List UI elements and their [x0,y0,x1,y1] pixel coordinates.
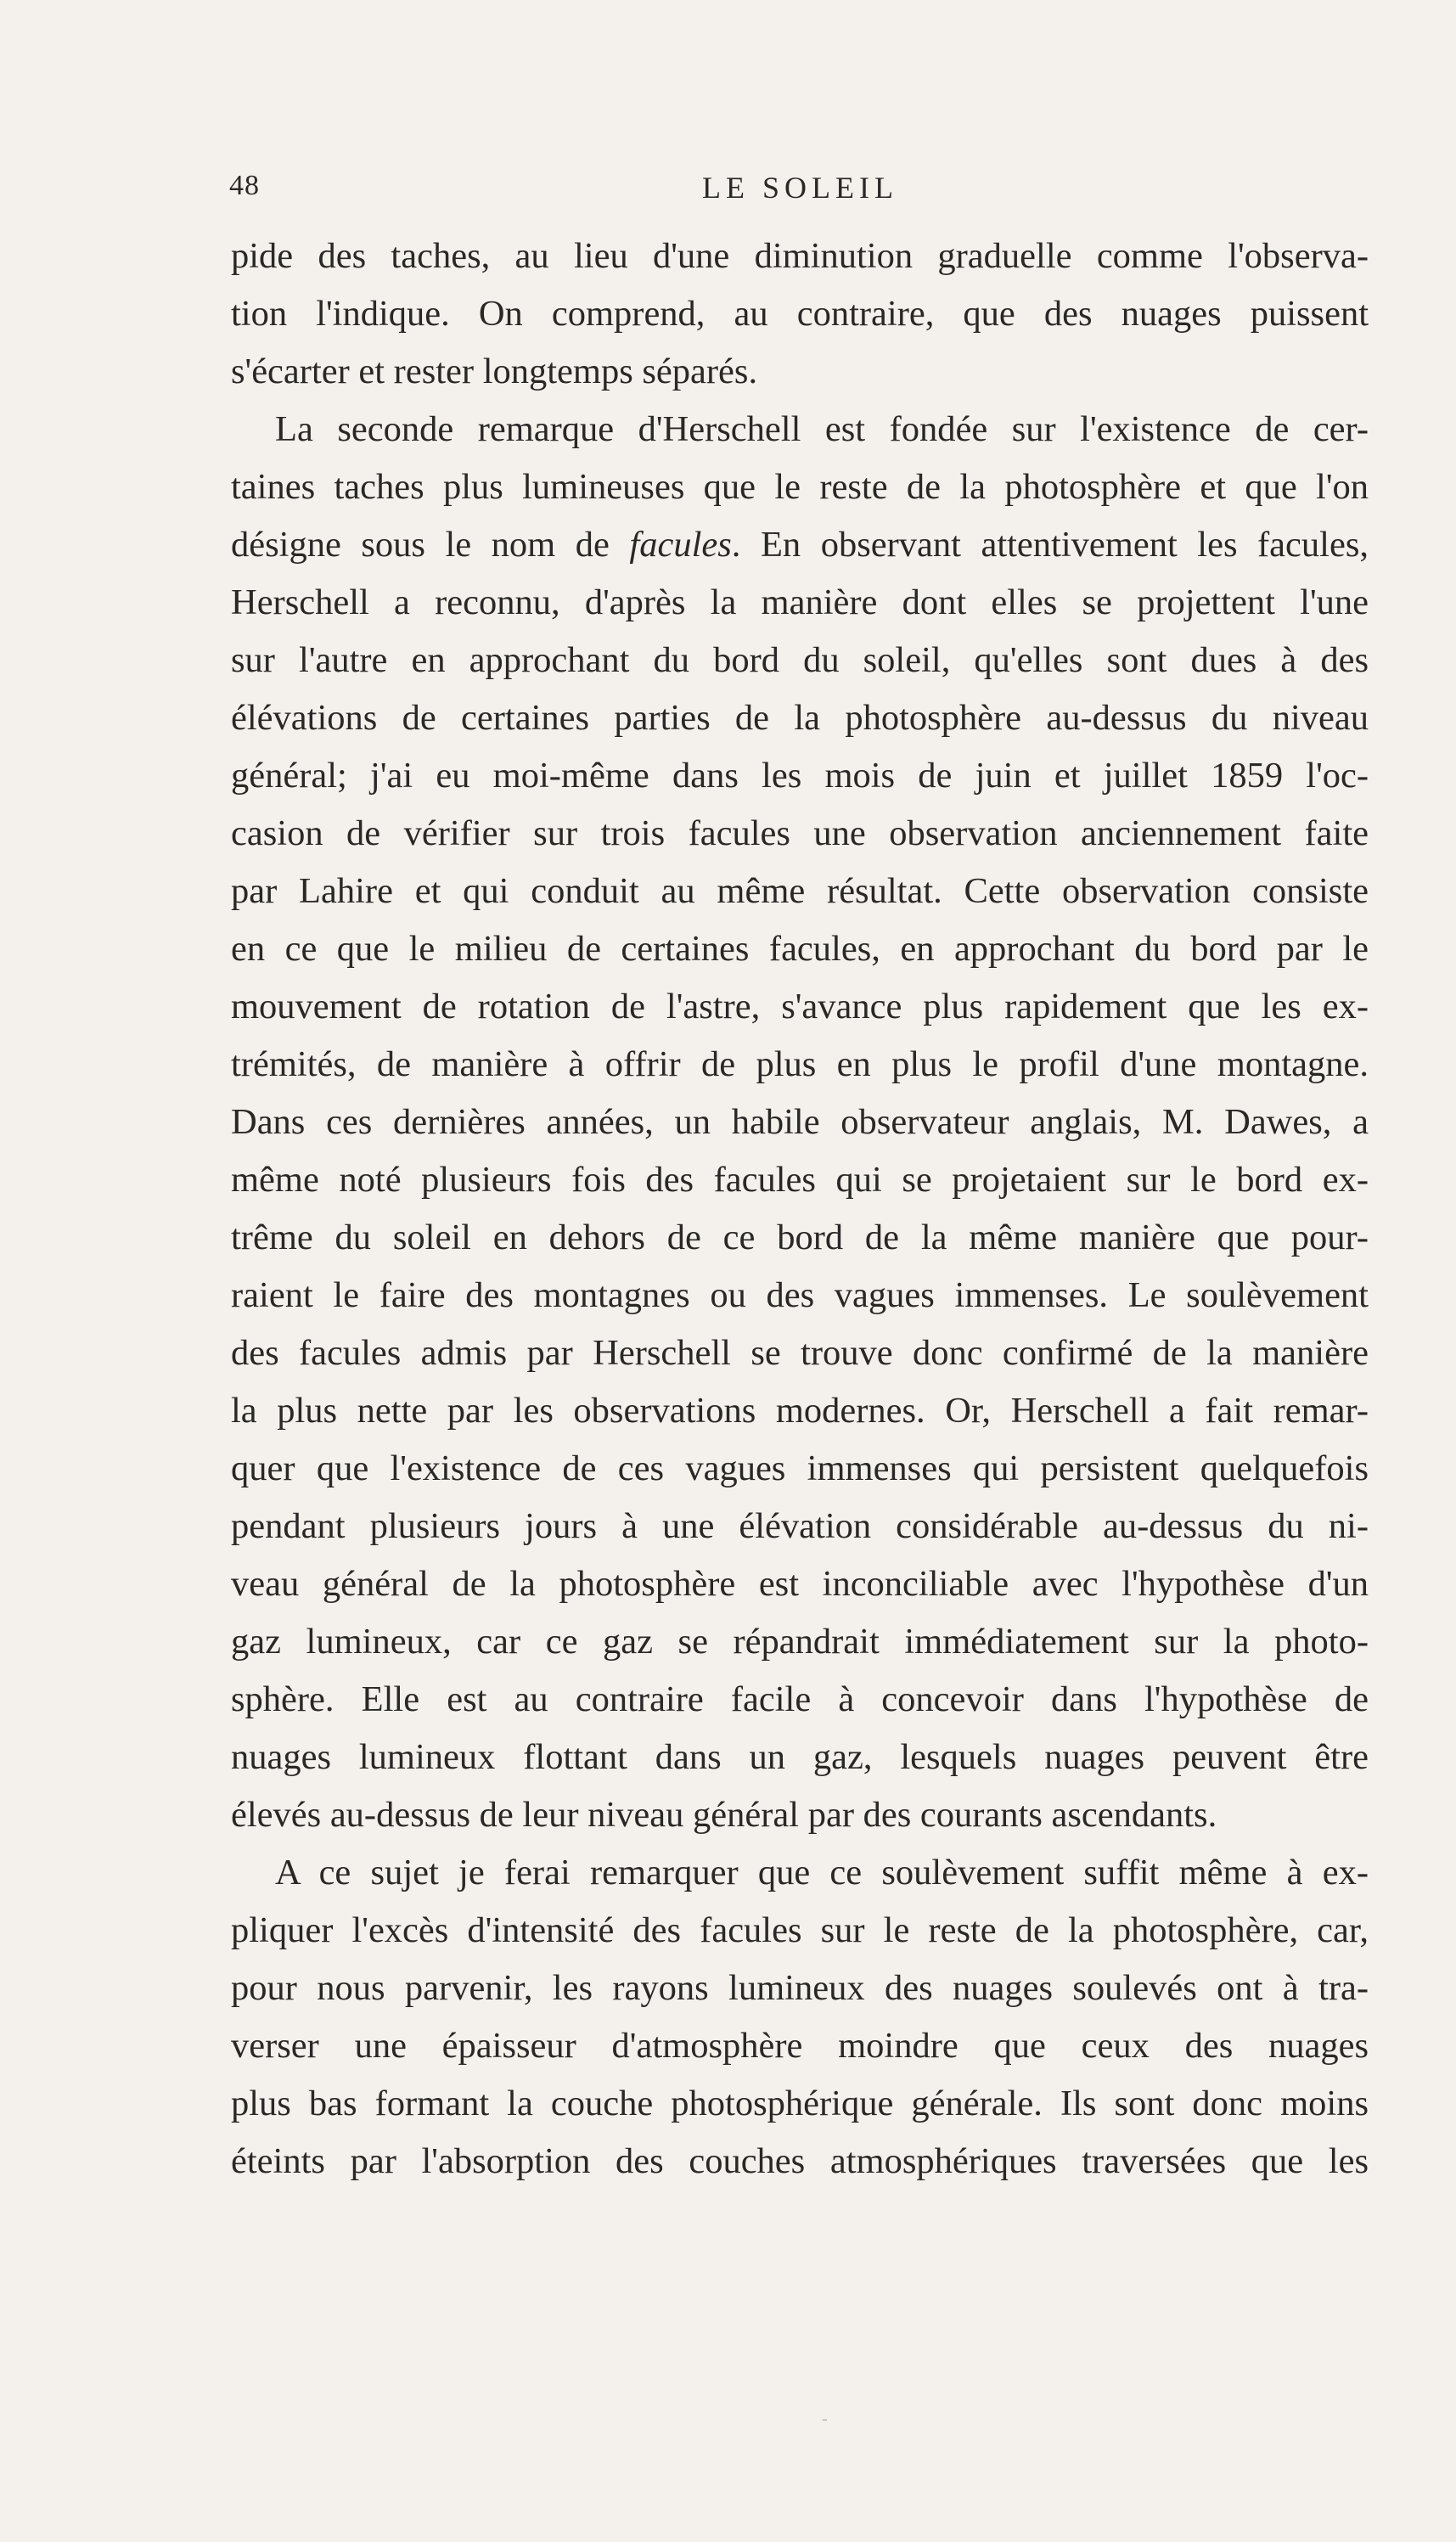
text-line-with-italic [231,516,1369,574]
text-line: Herschell a reconnu, d'après la manière dont elles se projettent l'une [231,582,1369,622]
text-line: mouvement de rotation de l'astre, s'avance plus rapidement que les ex- [231,987,1369,1026]
text-line: par Lahire et qui conduit au même résultat. Cette observation consiste [231,871,1369,911]
text-line: pliquer l'excès d'intensité des facules sur le reste de la photosphère, car, [231,1910,1369,1950]
running-title: LE SOLEIL [702,171,898,205]
text-segment: . En observant attentivement les facules, [731,525,1369,565]
text-line: s'écarter et rester longtemps séparés. [231,351,758,391]
text-line: casion de vérifier sur trois facules une observation anciennement faite [231,813,1369,853]
text-line: A ce sujet je ferai remarquer que ce soulèvement suffit même à ex- [275,1853,1369,1892]
text-line: élévations de certaines parties de la photosphère au-dessus du niveau [231,698,1369,738]
footer-mark: - [822,2410,828,2428]
text-line: des facules admis par Herschell se trouve donc confirmé de la manière [231,1333,1369,1373]
text-line: nuages lumineux flottant dans un gaz, lesquels nuages peuvent être [231,1737,1369,1777]
text-line: général; j'ai eu moi-même dans les mois de juin et juillet 1859 l'oc- [231,756,1369,796]
text-line: taines taches plus lumineuses que le reste de la photosphère et que l'on [231,467,1369,507]
text-line: élevés au-dessus de leur niveau général par des courants ascendants. [231,1795,1217,1835]
text-line: verser une épaisseur d'atmosphère moindre que ceux des nuages [231,2026,1369,2066]
text-line: pour nous parvenir, les rayons lumineux des nuages soulevés ont à tra- [231,1968,1369,2008]
body-text [231,228,1369,2191]
text-line: en ce que le milieu de certaines facules, en approchant du bord par le [231,929,1369,969]
text-line: raient le faire des montagnes ou des vagues immenses. Le soulèvement [231,1275,1369,1315]
page-number: 48 [229,170,260,201]
italic-term: facules [629,525,732,565]
text-line: tion l'indique. On comprend, au contraire, que des nuages puissent [231,294,1369,334]
text-line: gaz lumineux, car ce gaz se répandrait immédiatement sur la photo- [231,1622,1369,1662]
text-segment: désigne sous le nom de [231,525,630,565]
text-line: éteints par l'absorption des couches atmosphériques traversées que les [231,2141,1369,2181]
text-line: pide des taches, au lieu d'une diminution graduelle comme l'observa- [231,236,1369,276]
text-line: même noté plusieurs fois des facules qui se projetaient sur le bord ex- [231,1160,1369,1200]
text-line: la plus nette par les observations modernes. Or, Herschell a fait remar- [231,1391,1369,1431]
text-line: pendant plusieurs jours à une élévation considérable au-dessus du ni- [231,1506,1369,1546]
text-line: sphère. Elle est au contraire facile à concevoir dans l'hypothèse de [231,1679,1369,1719]
text-line: quer que l'existence de ces vagues immenses qui persistent quelquefois [231,1448,1369,1488]
text-line: La seconde remarque d'Herschell est fondée sur l'existence de cer- [275,409,1369,449]
text-line: trémités, de manière à offrir de plus en plus le profil d'une montagne. [231,1044,1369,1084]
running-head [229,170,1371,212]
text-line: sur l'autre en approchant du bord du soleil, qu'elles sont dues à des [231,640,1369,680]
text-line: veau général de la photosphère est inconciliable avec l'hypothèse d'un [231,1564,1369,1604]
text-line: trême du soleil en dehors de ce bord de la même manière que pour- [231,1218,1369,1257]
text-line: plus bas formant la couche photosphérique générale. Ils sont donc moins [231,2084,1369,2123]
text-line: Dans ces dernières années, un habile observateur anglais, M. Dawes, a [231,1102,1369,1142]
